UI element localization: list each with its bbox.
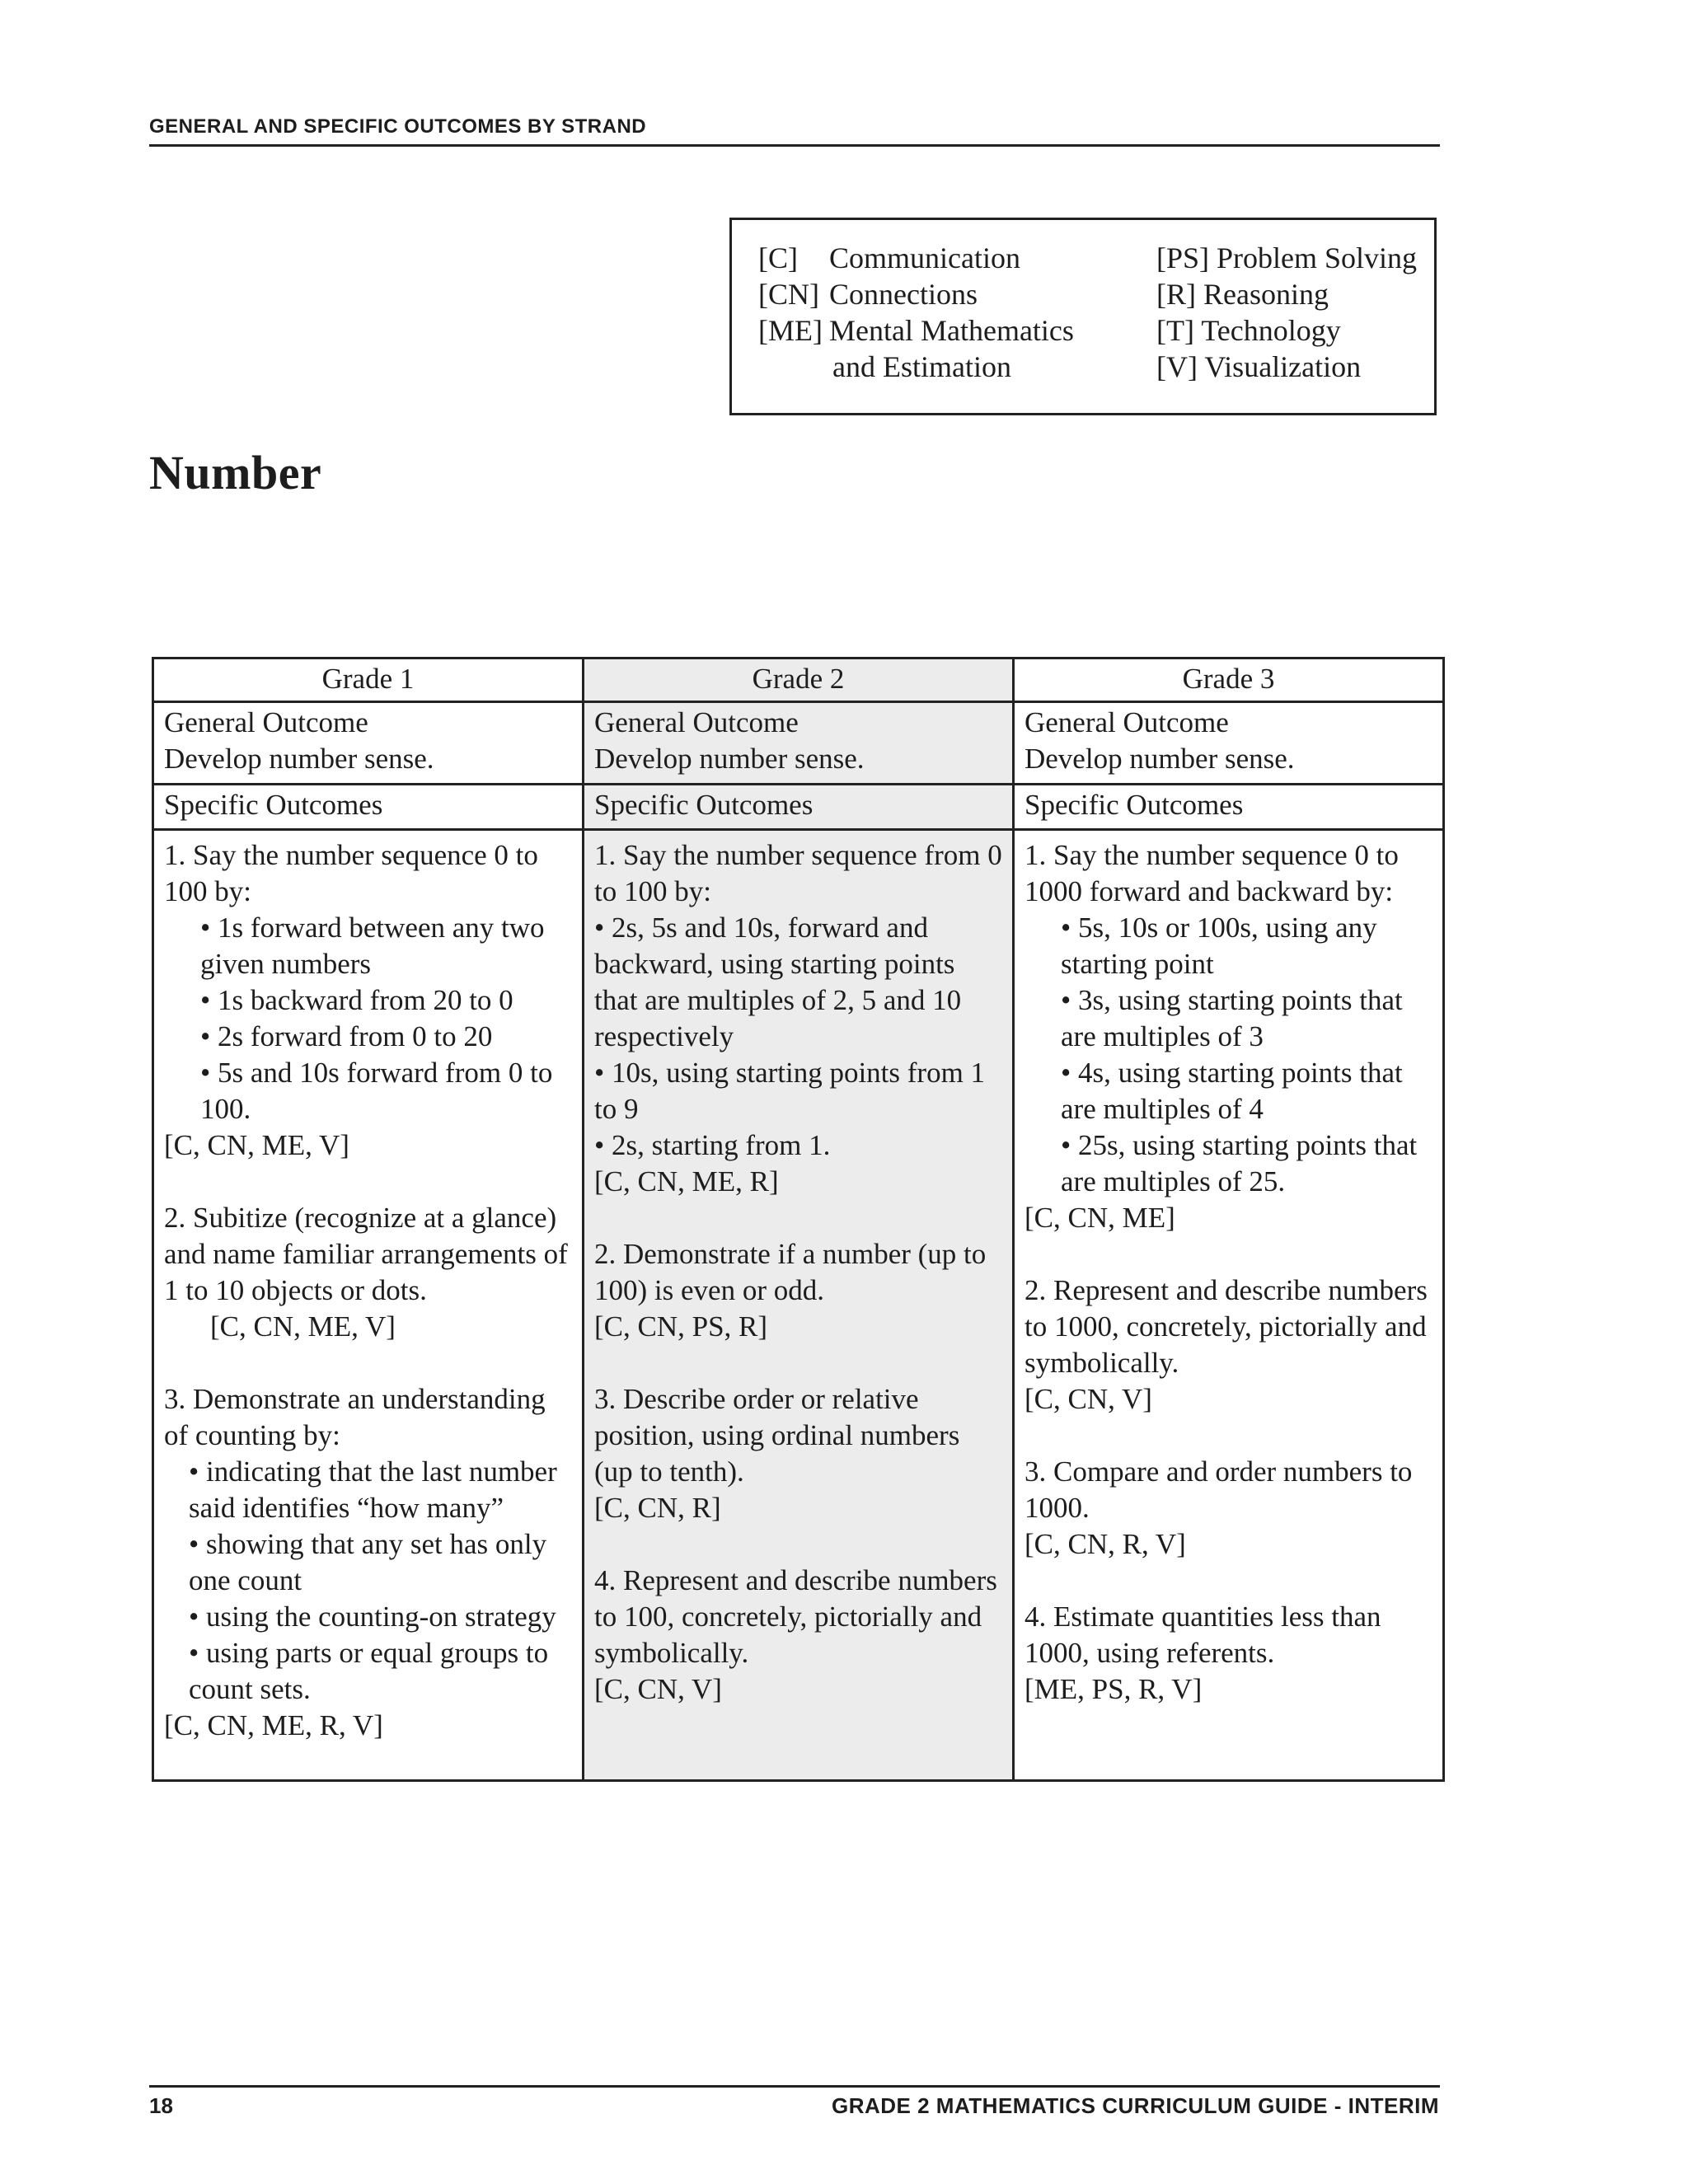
outcome-codes: [C, CN, V]: [594, 1673, 722, 1706]
grade-3-header: Grade 3: [1014, 658, 1444, 702]
bullet-item: • using parts or equal groups to count sets.: [189, 1637, 549, 1706]
bullet-item: • 4s, using starting points that are multiples of 4: [1061, 1057, 1403, 1126]
bullet-list: [1025, 910, 1432, 1200]
legend-item: [ME] Mental Mathematics: [758, 314, 1074, 347]
footer-rule: [149, 2085, 1440, 2088]
grade-3-outcomes: [1014, 830, 1444, 1781]
grade-1-header: Grade 1: [153, 658, 584, 702]
specific-outcomes-label: Specific Outcomes: [1014, 785, 1444, 830]
grade-2-outcomes: [584, 830, 1014, 1781]
outcome-item: 1. Say the number sequence 0 to 1000 forward and backward by: • 5s, 10s or 100s, using any starting point • 3s, using starting points that are multiples of 3 • 4s, using starting points that are multiples of 4 • 25s, using starting points that are multiples of 25. [C, CN, ME]: [1025, 837, 1432, 1236]
bullet-item: • 25s, using starting points that are multiples of 25.: [1061, 1129, 1418, 1198]
bullet-item: • 2s forward from 0 to 20: [200, 1020, 493, 1053]
legend-item-continuation: and Estimation: [832, 350, 1011, 383]
outcome-codes: [C, CN, PS, R]: [594, 1310, 768, 1343]
bullet-item: • 5s, 10s or 100s, using any starting point: [1061, 912, 1377, 981]
bullet-item: • 3s, using starting points that are multiples of 3: [1061, 984, 1403, 1053]
specific-outcomes-row: [153, 830, 1444, 1781]
legend-item: [CN] Connections: [758, 278, 978, 311]
legend-item: [T] Technology: [1156, 314, 1341, 347]
bullet-list: [164, 910, 572, 1127]
general-outcome-row: [153, 702, 1444, 785]
outcome-codes: [C, CN, ME, R, V]: [164, 1709, 383, 1742]
process-legend: [729, 218, 1437, 415]
legend-item: [R] Reasoning: [1156, 278, 1329, 311]
outcome-item: 3. Describe order or relative position, using ordinal numbers (up to tenth). [C, CN, R]: [594, 1381, 1002, 1526]
bullet-item: • 10s, using starting points from 1 to 9: [594, 1057, 986, 1126]
general-outcome-cell: General Outcome Develop number sense.: [584, 702, 1014, 785]
bullet-item: • 5s and 10s forward from 0 to 100.: [200, 1057, 553, 1126]
bullet-item: • showing that any set has only one count: [189, 1528, 547, 1597]
outcome-codes: [C, CN, V]: [1025, 1383, 1152, 1416]
outcome-codes: [C, CN, ME]: [1025, 1202, 1175, 1235]
outcome-item: 1. Say the number sequence from 0 to 100 by: • 2s, 5s and 10s, forward and backward, using starting points that are multiples of 2, 5 and 10 respectively • 10s, using starting points from 1 to 9 • 2s, starting from 1. [C, CN, ME, R]: [594, 837, 1002, 1200]
grade-1-outcomes: [153, 830, 584, 1781]
bullet-item: • 2s, starting from 1.: [594, 1129, 831, 1162]
bullet-item: • 1s forward between any two given numbers: [200, 912, 545, 981]
outcome-item: 1. Say the number sequence 0 to 100 by: • 1s forward between any two given numbers • 1s backward from 20 to 0 • 2s forward from 0 to 20 • 5s and 10s forward from 0 to 100. [C, CN, ME, V]: [164, 837, 572, 1164]
outcome-item: 2. Represent and describe numbers to 1000, concretely, pictorially and symbolically. [C, CN, V]: [1025, 1272, 1432, 1418]
grade-header-row: [153, 658, 1444, 702]
outcome-codes: [C, CN, ME, R]: [594, 1165, 779, 1198]
outcome-codes: [C, CN, ME, V]: [210, 1310, 396, 1343]
outcomes-table: [152, 657, 1445, 1782]
outcome-codes: [C, CN, ME, V]: [164, 1129, 349, 1162]
bullet-item: • indicating that the last number said identifies “how many”: [189, 1455, 557, 1525]
outcome-codes: [ME, PS, R, V]: [1025, 1673, 1203, 1706]
footer-title: GRADE 2 MATHEMATICS CURRICULUM GUIDE - INTERIM: [831, 2093, 1439, 2118]
bullet-item: • using the counting-on strategy: [189, 1601, 556, 1633]
page-number: 18: [149, 2093, 173, 2118]
outcome-item: 2. Subitize (recognize at a glance) and name familiar arrangements of 1 to 10 objects or dots. [C, CN, ME, V]: [164, 1200, 572, 1345]
section-title: Number: [149, 446, 322, 499]
bullet-item: • 2s, 5s and 10s, forward and backward, using starting points that are multiples of 2, 5 and 10 respectively: [594, 912, 962, 1053]
general-outcome-cell: General Outcome Develop number sense.: [1014, 702, 1444, 785]
general-outcome-cell: General Outcome Develop number sense.: [153, 702, 584, 785]
bullet-item: • 1s backward from 20 to 0: [200, 984, 513, 1017]
legend-item: [V] Visualization: [1156, 350, 1362, 383]
legend-right-column: [1156, 240, 1417, 385]
outcome-item: 3. Demonstrate an understanding of counting by: • indicating that the last number said identifies “how many” • showing that any set has only one count • using the counting-on strategy • using parts or equal groups to count sets. [C, CN, ME, R, V]: [164, 1381, 572, 1744]
bullet-list: [164, 1454, 572, 1708]
running-header: GENERAL AND SPECIFIC OUTCOMES BY STRAND: [149, 115, 647, 138]
outcome-codes: [C, CN, R, V]: [1025, 1528, 1186, 1561]
legend-item: [C] Communication: [758, 241, 1020, 274]
bullet-list: [594, 910, 1002, 1164]
grade-2-header: Grade 2: [584, 658, 1014, 702]
legend-item: [PS] Problem Solving: [1156, 241, 1418, 274]
outcome-codes: [C, CN, R]: [594, 1492, 721, 1525]
outcome-item: 4. Estimate quantities less than 1000, using referents. [ME, PS, R, V]: [1025, 1599, 1432, 1708]
outcome-item: 3. Compare and order numbers to 1000. [C, CN, R, V]: [1025, 1454, 1432, 1563]
specific-outcomes-label: Specific Outcomes: [584, 785, 1014, 830]
specific-outcomes-label: Specific Outcomes: [153, 785, 584, 830]
legend-left-column: [758, 240, 1074, 385]
header-rule: [149, 144, 1440, 147]
specific-outcomes-label-row: [153, 785, 1444, 830]
outcome-item: 2. Demonstrate if a number (up to 100) is even or odd. [C, CN, PS, R]: [594, 1236, 1002, 1345]
outcome-item: 4. Represent and describe numbers to 100, concretely, pictorially and symbolically. [C, CN, V]: [594, 1563, 1002, 1708]
